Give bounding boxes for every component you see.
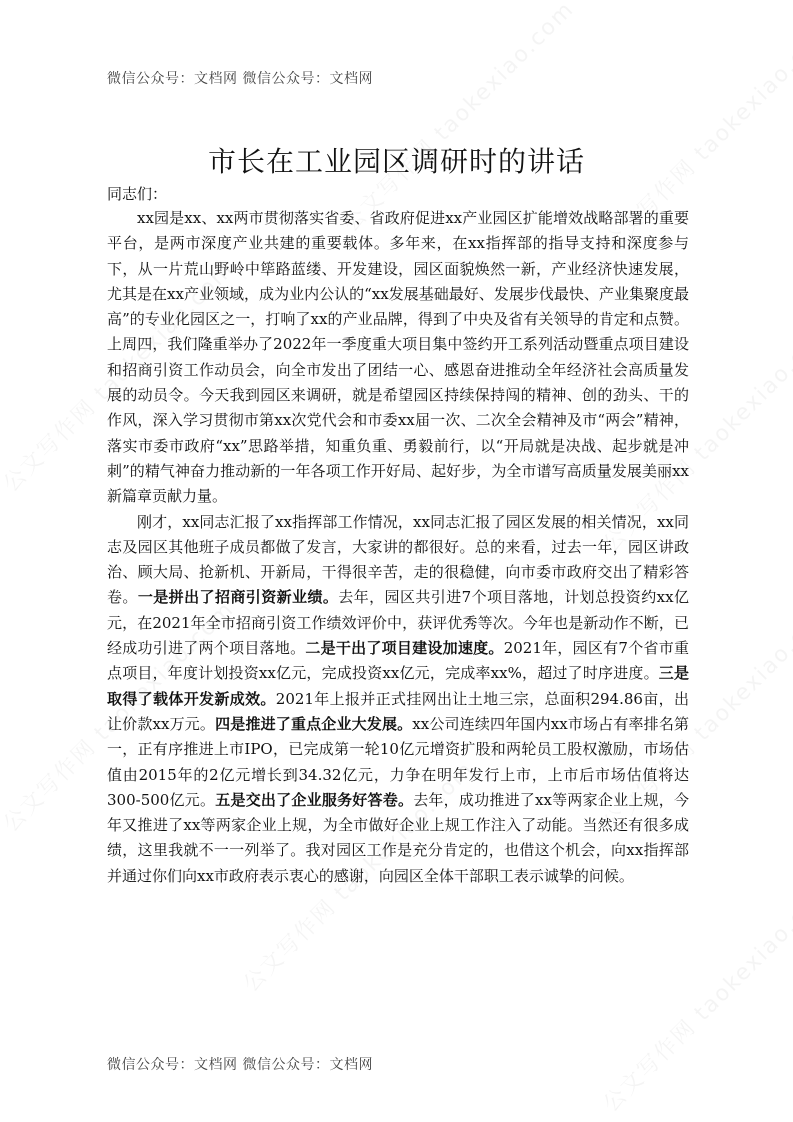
point-3-heading: 三是取得了载体开发新成效。 [107,664,689,708]
document-title: 市长在工业园区调研时的讲话 [207,145,585,178]
point-5-text: 去年，成功推进了xx等两家企业上规，今年又推进了xx等两家企业上规，为全市做好企业上规工作注入了动能。当然还有很多成绩，这里我就不一一列举了。我对园区工作是充分肯定的，也借这个机会，向xx指挥部并通过你们向xx市政府表示衷心的感谢，向园区全体干部职工表示诚挚的问候。 [107,790,689,885]
document-body [107,206,689,889]
page-footer: 微信公众号：文档网 微信公众号：文档网 [107,1057,373,1073]
point-2-heading: 二是干出了项目建设加速度。 [305,639,504,658]
salutation: 同志们： [107,185,168,203]
point-4-text: xx公司连续四年国内xx市场占有率排名第一，正有序推进上市IPO，已完成第一轮10亿元增资扩股和两轮员工股权激励，市场估值由2015年的2亿元增长到34.32亿元，力争在明年发行上市，上市后市场估值将达300-500亿元。 [107,714,689,809]
paragraph-2 [107,510,689,889]
point-1-heading: 一是拼出了招商引资新业绩。 [137,588,339,607]
point-5-heading: 五是交出了企业服务好答卷。 [215,790,414,809]
point-3-text: 2021年上报并正式挂网出让土地三宗，总面积294.86亩，出让价款xx万元。 [107,689,689,733]
point-1-text: 去年，园区共引进7个项目落地，计划总投资约xx亿元，在2021年全市招商引资工作绩效评价中，获评优秀等次。今年也是新动作不断，已经成功引进了两个项目落地。 [107,588,689,658]
watermark [595,873,793,1118]
page-header: 微信公众号：文档网 微信公众号：文档网 [107,71,373,87]
paragraph-2-intro: 刚才，xx同志汇报了xx指挥部工作情况，xx同志汇报了园区发展的相关情况，xx同志及园区其他班子成员都做了发言，大家讲的都很好。总的来看，过去一年，园区讲政治、顾大局、抢新机、开新局，干得很辛苦，走的很稳健，向市委市政府交出了精彩答卷。 [107,512,689,607]
point-2-text: 2021年，园区有7个省市重点项目，年度计划投资xx亿元，完成投资xx亿元，完成率xx%，超过了时序进度。 [107,639,689,683]
point-4-heading: 四是推进了重点企业大发展。 [215,714,413,733]
watermark [335,0,580,238]
paragraph-1: xx园是xx、xx两市贯彻落实省委、省政府促进xx产业园区扩能增效战略部署的重要平台，是两市深度产业共建的重要载体。多年来，在xx指挥部的指导支持和深度参与下，从一片荒山野岭中筚路蓝缕、开发建设，园区面貌焕然一新，产业经济快速发展，尤其是在xx产业领域，成为业内公认的“xx发展基础最好、发展步伐最快、产业集聚度最高”的专业化园区之一，打响了xx的产业品牌，得到了中央及省有关领导的肯定和点赞。上周四，我们隆重举办了2022年一季度重大项目集中签约开工系列活动暨重点项目建设和招商引资工作动员会，向全市发出了团结一心、感恩奋进推动全年经济社会高质量发展的动员令。今天我到园区来调研，就是希望园区持续保持闯的精神、创的劲头、干的作风，深入学习贯彻市第xx次党代会和市委xx届一次、二次全会精神及市“两会”精神，落实市委市政府“xx”思路举措，知重负重、勇毅前行，以“开局就是决战、起步就是冲刺”的精气神奋力推动新的一年各项工作开好局、起好步，为全市谱写高质量发展美丽xx新篇章贡献力量。 [107,209,689,506]
